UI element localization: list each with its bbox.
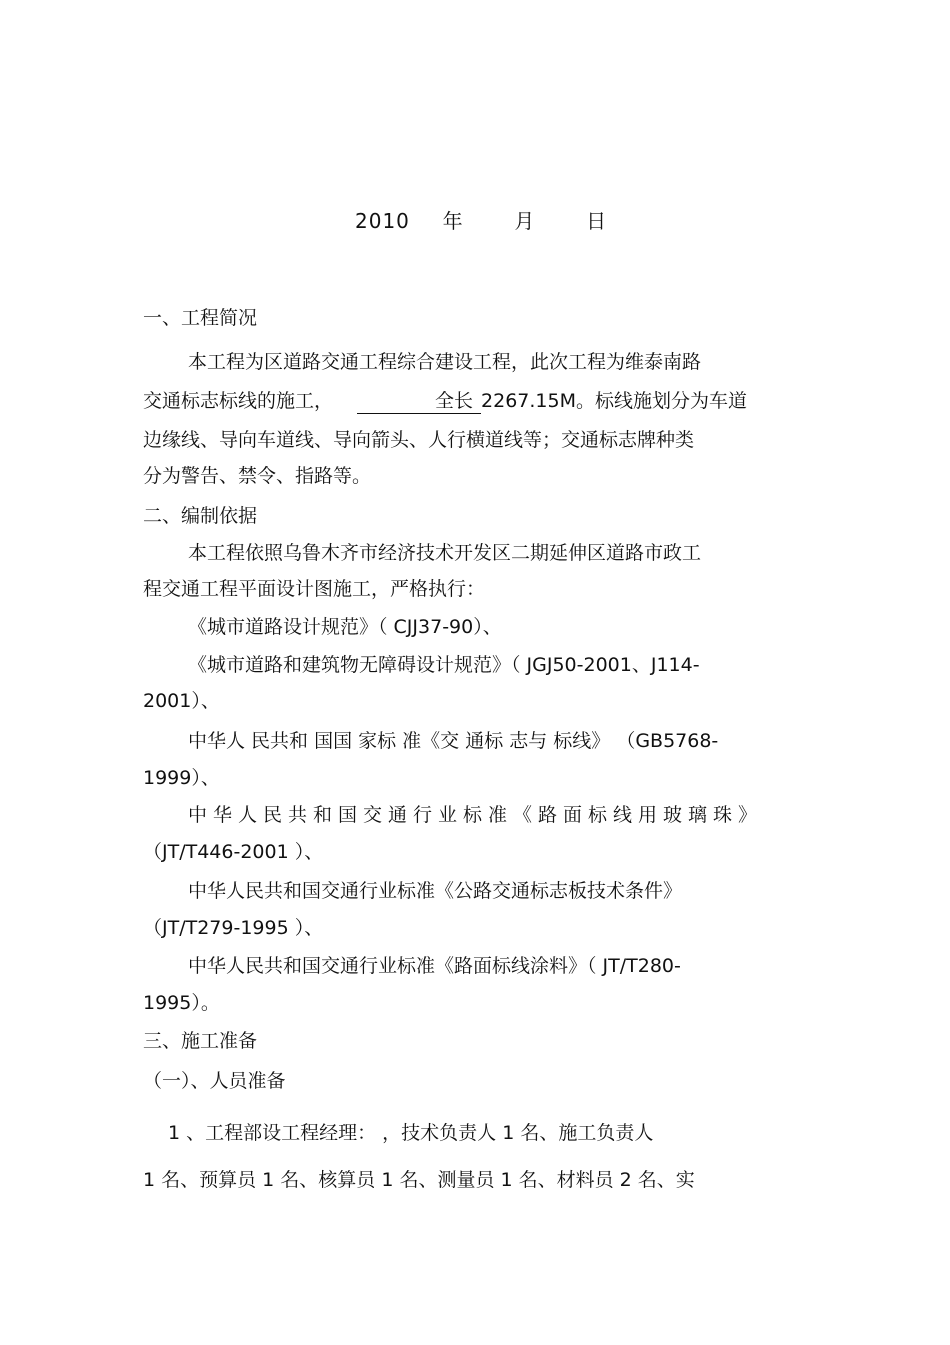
section1-paragraph-line3: 边缘线、导向车道线、导向箭头、人行横道线等；交通标志牌种类 [143,429,695,451]
date-day-unit: 日 [586,209,608,233]
reference-3-line1: 中华人 民共和 国国 家标 准《交 通标 志与 标线》 （GB5768- [188,730,719,752]
section1-paragraph-line2 [143,389,747,414]
reference-4-line1: 中华人民共和国交通行业标准《路面标线用玻璃珠》 [188,804,764,826]
reference-3-line2: 1999）、 [143,767,220,789]
date-year-unit: 年 [442,209,464,233]
section1-paragraph-line4: 分为警告、禁令、指路等。 [143,465,372,487]
reference-5-line1: 中华人民共和国交通行业标准《公路交通标志板技术条件》 [188,880,683,902]
reference-2-line2: 2001）、 [143,690,220,712]
date-year: 2010 [355,209,410,233]
reference-2-line1: 《城市道路和建筑物无障碍设计规范》（ JGJ50-2001、J114- [188,654,700,676]
total-length-value: 2267.15M。标线施划分为车道 [481,390,747,412]
date-line [355,209,607,233]
section2-paragraph-line2: 程交通工程平面设计图施工，严格执行： [143,578,486,600]
section3-heading: 三、施工准备 [143,1030,258,1052]
section1-paragraph-line1: 本工程为区道路交通工程综合建设工程，此次工程为维泰南路 [188,351,702,373]
section2-paragraph-line1: 本工程依照乌鲁木齐市经济技术开发区二期延伸区道路市政工 [188,542,702,564]
section1-heading: 一、工程简况 [143,307,258,329]
reference-6-line2: 1995）。 [143,992,220,1014]
personnel-item-line1: 1 、工程部设工程经理： ，技术负责人 1 名、施工负责人 [168,1122,654,1144]
reference-1: 《城市道路设计规范》（ CJJ37-90）、 [188,616,502,638]
total-length-label: 全长 [435,390,474,412]
section1-p1-l2-a: 交通标志标线的施工， [143,390,334,412]
section2-heading: 二、编制依据 [143,505,258,527]
date-month-unit: 月 [514,209,536,233]
personnel-item-line2: 1 名、预算员 1 名、核算员 1 名、测量员 1 名、材料员 2 名、实 [143,1169,695,1191]
section3-subheading-personnel: （一）、人员准备 [143,1070,286,1092]
reference-5-line2: （JT/T279-1995 ）、 [143,917,324,939]
reference-4-line2: （JT/T446-2001 ）、 [143,841,324,863]
total-length-underline [357,389,481,414]
reference-6-line1: 中华人民共和国交通行业标准《路面标线涂料》（ JT/T280- [188,955,681,977]
